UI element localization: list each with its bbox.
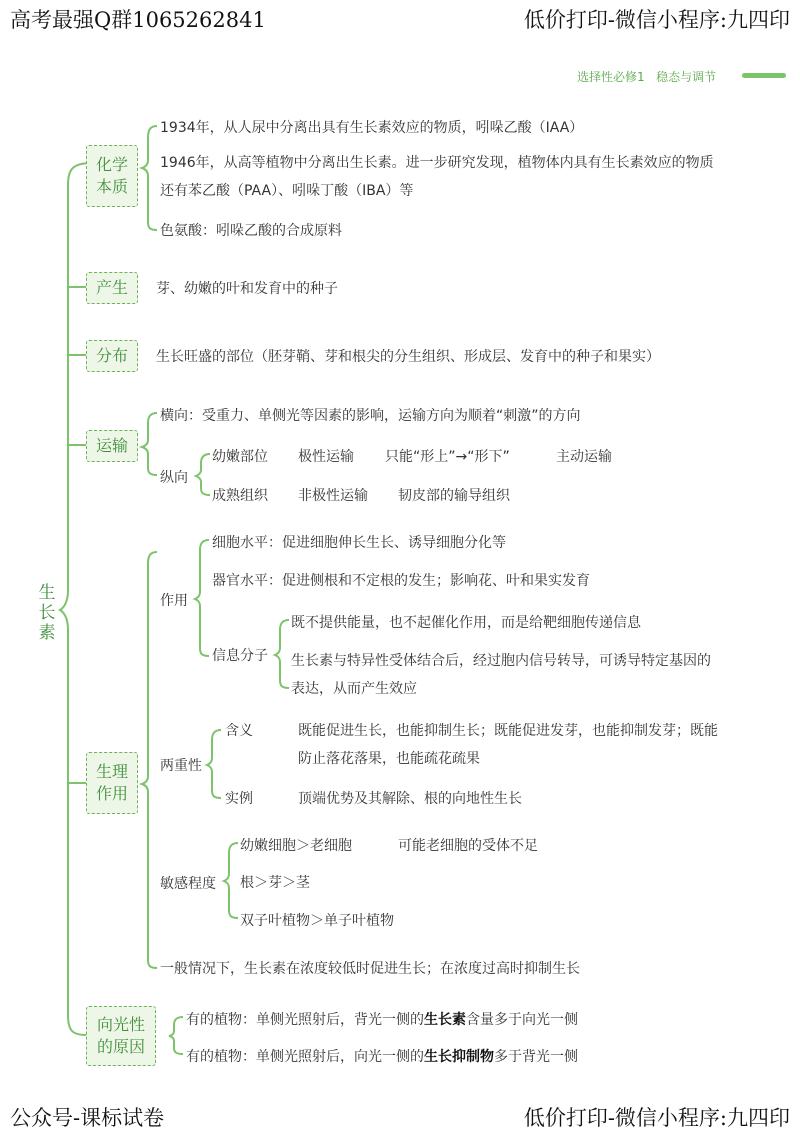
effect-label: 作用 — [160, 593, 188, 609]
phototropism-line-2-post: 多于背光一侧 — [494, 1049, 578, 1065]
node-chemical-nature-label: 化学本质 — [95, 155, 128, 196]
longitudinal-brace — [196, 454, 210, 495]
sensitivity-label: 敏感程度 — [160, 876, 216, 892]
phototropism-line-2-pre: 有的植物：单侧光照射后，向光一侧的 — [186, 1049, 424, 1065]
phototropism-line-2 — [186, 1046, 578, 1066]
phototropism-line-2-bold: 生长抑制物 — [424, 1049, 494, 1065]
duality-label: 两重性 — [160, 758, 202, 774]
header-left-text: 高考最强Q群1065262841 — [10, 8, 266, 32]
node-physiological-function-label: 生理作用 — [95, 762, 128, 803]
chem-item-1934: 1934年，从人尿中分离出具有生长素效应的物质，吲哚乙酸（IAA） — [160, 120, 584, 136]
duality-meaning-label: 含义 — [225, 723, 253, 739]
signal-line-1: 既不提供能量，也不起催化作用，而是给靶细胞传递信息 — [291, 615, 641, 631]
sensitivity-row-3: 双子叶植物＞单子叶植物 — [240, 913, 394, 929]
effect-cell-level: 细胞水平：促进细胞伸长生长、诱导细胞分化等 — [212, 535, 506, 551]
chem-item-tryptophan: 色氨酸：吲哚乙酸的合成原料 — [160, 223, 342, 239]
sensitivity-brace — [224, 843, 238, 918]
duality-brace — [207, 730, 221, 798]
node-phototropism-cause-label: 向光性的原因 — [96, 1015, 145, 1056]
long-row1-direction: 只能“形上”→“形下” — [385, 449, 510, 465]
transport-longitudinal-label: 纵向 — [160, 470, 188, 486]
node-physiological-function — [86, 752, 138, 814]
breadcrumb-chapter: 稳态与调节 — [656, 70, 717, 84]
long-row2-part: 成熟组织 — [212, 488, 268, 504]
sensitivity-row-1-note: 可能老细胞的受体不足 — [398, 838, 538, 854]
root-node-auxin: 生长素 — [38, 583, 56, 643]
duality-meaning-line-2: 防止落花落果，也能疏花疏果 — [298, 751, 480, 767]
header-right-text: 低价打印-微信小程序:九四印 — [523, 8, 790, 32]
duality-example-label: 实例 — [225, 791, 253, 807]
phototropism-brace — [169, 1017, 183, 1054]
distribution-text: 生长旺盛的部位（胚芽鞘、芽和根尖的分生组织、形成层、发育中的种子和果实） — [156, 349, 660, 365]
transport-lateral: 横向：受重力、单侧光等因素的影响，运输方向为顺着“刺激”的方向 — [160, 408, 581, 424]
long-row1-type: 极性运输 — [298, 449, 354, 465]
duality-example: 顶端优势及其解除、根的向地性生长 — [298, 791, 522, 807]
duality-meaning-line-1: 既能促进生长，也能抑制生长；既能促进发芽，也能抑制发芽；既能 — [298, 723, 718, 739]
phototropism-line-1-post: 含量多于向光一侧 — [466, 1012, 578, 1028]
signal-line-2: 生长素与特异性受体结合后，经过胞内信号转导，可诱导特定基因的 — [291, 653, 711, 669]
phototropism-line-1-bold: 生长素 — [424, 1012, 466, 1028]
footer-left-text: 公众号-课标试卷 — [10, 1106, 165, 1130]
chem-item-1946-cont: 还有苯乙酸（PAA）、吲哚丁酸（IBA）等 — [160, 183, 414, 199]
general-rule: 一般情况下，生长素在浓度较低时促进生长；在浓度过高时抑制生长 — [160, 961, 580, 977]
phototropism-line-1-pre: 有的植物：单侧光照射后，背光一侧的 — [186, 1012, 424, 1028]
footer-right-text: 低价打印-微信小程序:九四印 — [523, 1106, 790, 1130]
origin-text: 芽、幼嫩的叶和发育中的种子 — [156, 281, 338, 297]
signal-molecule-label: 信息分子 — [212, 648, 268, 664]
sensitivity-row-2: 根＞芽＞茎 — [240, 875, 310, 891]
long-row1-part: 幼嫩部位 — [212, 449, 268, 465]
long-row1-mode: 主动运输 — [556, 449, 612, 465]
long-row2-tissue: 韧皮部的输导组织 — [398, 488, 510, 504]
effect-organ-level: 器官水平：促进侧根和不定根的发生；影响花、叶和果实发育 — [212, 573, 590, 589]
node-distribution: 分布 — [86, 340, 138, 372]
sensitivity-row-1: 幼嫩细胞＞老细胞 — [240, 838, 352, 854]
phototropism-line-1 — [186, 1009, 578, 1029]
chem-item-1946: 1946年，从高等植物中分离出生长素。进一步研究发现，植物体内具有生长素效应的物质 — [160, 155, 714, 171]
signal-line-3: 表达，从而产生效应 — [291, 681, 417, 697]
effect-brace — [195, 540, 209, 656]
physio-brace — [142, 552, 157, 968]
node-chemical-nature — [86, 145, 138, 207]
long-row2-type: 非极性运输 — [298, 488, 368, 504]
transport-brace — [142, 413, 157, 475]
node-phototropism-cause — [86, 1006, 156, 1066]
chem-brace — [142, 126, 157, 230]
node-transport: 运输 — [86, 430, 138, 462]
node-origin: 产生 — [86, 272, 138, 304]
signal-brace — [275, 620, 289, 688]
breadcrumb-book: 选择性必修1 — [577, 70, 645, 84]
